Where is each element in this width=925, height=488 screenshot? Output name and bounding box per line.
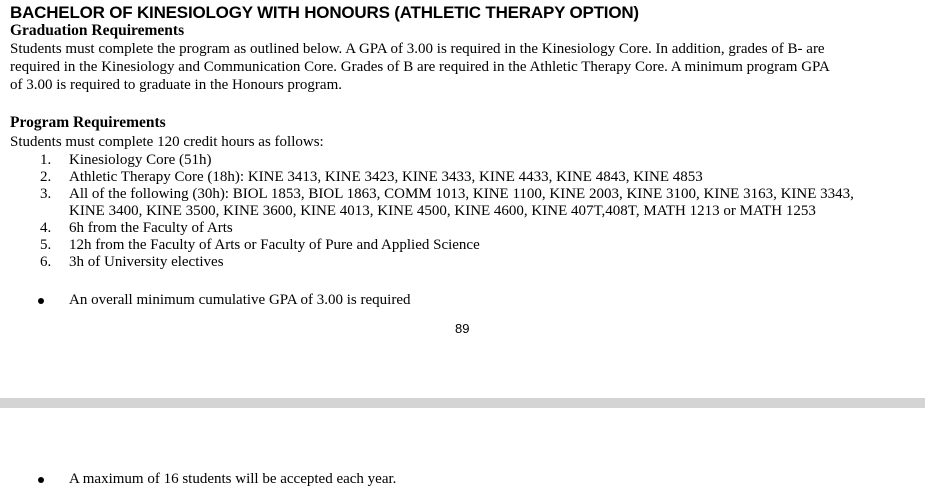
list-item-number: 4. (40, 220, 52, 236)
graduation-text-line-1: Students must complete the program as outlined below. A GPA of 3.00 is required in the Kinesiology Core. In addition, grades of B- are (10, 41, 825, 57)
graduation-text-line-3: of 3.00 is required to graduate in the Honours program. (10, 77, 342, 93)
list-item-number: 5. (40, 237, 52, 253)
bullet-icon (38, 298, 44, 304)
list-item-number: 1. (40, 152, 52, 168)
list-item-number: 2. (40, 169, 52, 185)
gpa-bullet-text: An overall minimum cumulative GPA of 3.00 is required (69, 292, 411, 308)
next-page-bullet-text: A maximum of 16 students will be accepted each year. (69, 471, 397, 487)
page-number: 89 (455, 321, 470, 336)
list-item-text: Kinesiology Core (51h) (69, 152, 212, 168)
list-item-text-continued: KINE 3400, KINE 3500, KINE 3600, KINE 4013, KINE 4500, KINE 4600, KINE 407T,408T, MATH 1213 or MATH 1253 (69, 203, 816, 219)
list-item-text: All of the following (30h): BIOL 1853, BIOL 1863, COMM 1013, KINE 1100, KINE 2003, KINE 3100, KINE 3163, KINE 3343, (69, 186, 854, 202)
list-item-number: 3. (40, 186, 52, 202)
graduation-requirements-heading: Graduation Requirements (10, 22, 185, 39)
graduation-text-line-2: required in the Kinesiology and Communication Core. Grades of B are required in the Athletic Therapy Core. A minimum program GPA (10, 59, 830, 75)
program-intro: Students must complete 120 credit hours as follows: (10, 134, 324, 150)
list-item-text: 6h from the Faculty of Arts (69, 220, 233, 236)
list-item-text: Athletic Therapy Core (18h): KINE 3413, KINE 3423, KINE 3433, KINE 4433, KINE 4843, KINE 4853 (69, 169, 703, 185)
list-item-number: 6. (40, 254, 52, 270)
document-title: BACHELOR OF KINESIOLOGY WITH HONOURS (ATHLETIC THERAPY OPTION) (10, 3, 639, 22)
page-break-divider (0, 398, 925, 408)
list-item-text: 3h of University electives (69, 254, 224, 270)
list-item-text: 12h from the Faculty of Arts or Faculty of Pure and Applied Science (69, 237, 480, 253)
program-requirements-heading: Program Requirements (10, 114, 166, 131)
bullet-icon (38, 477, 44, 483)
